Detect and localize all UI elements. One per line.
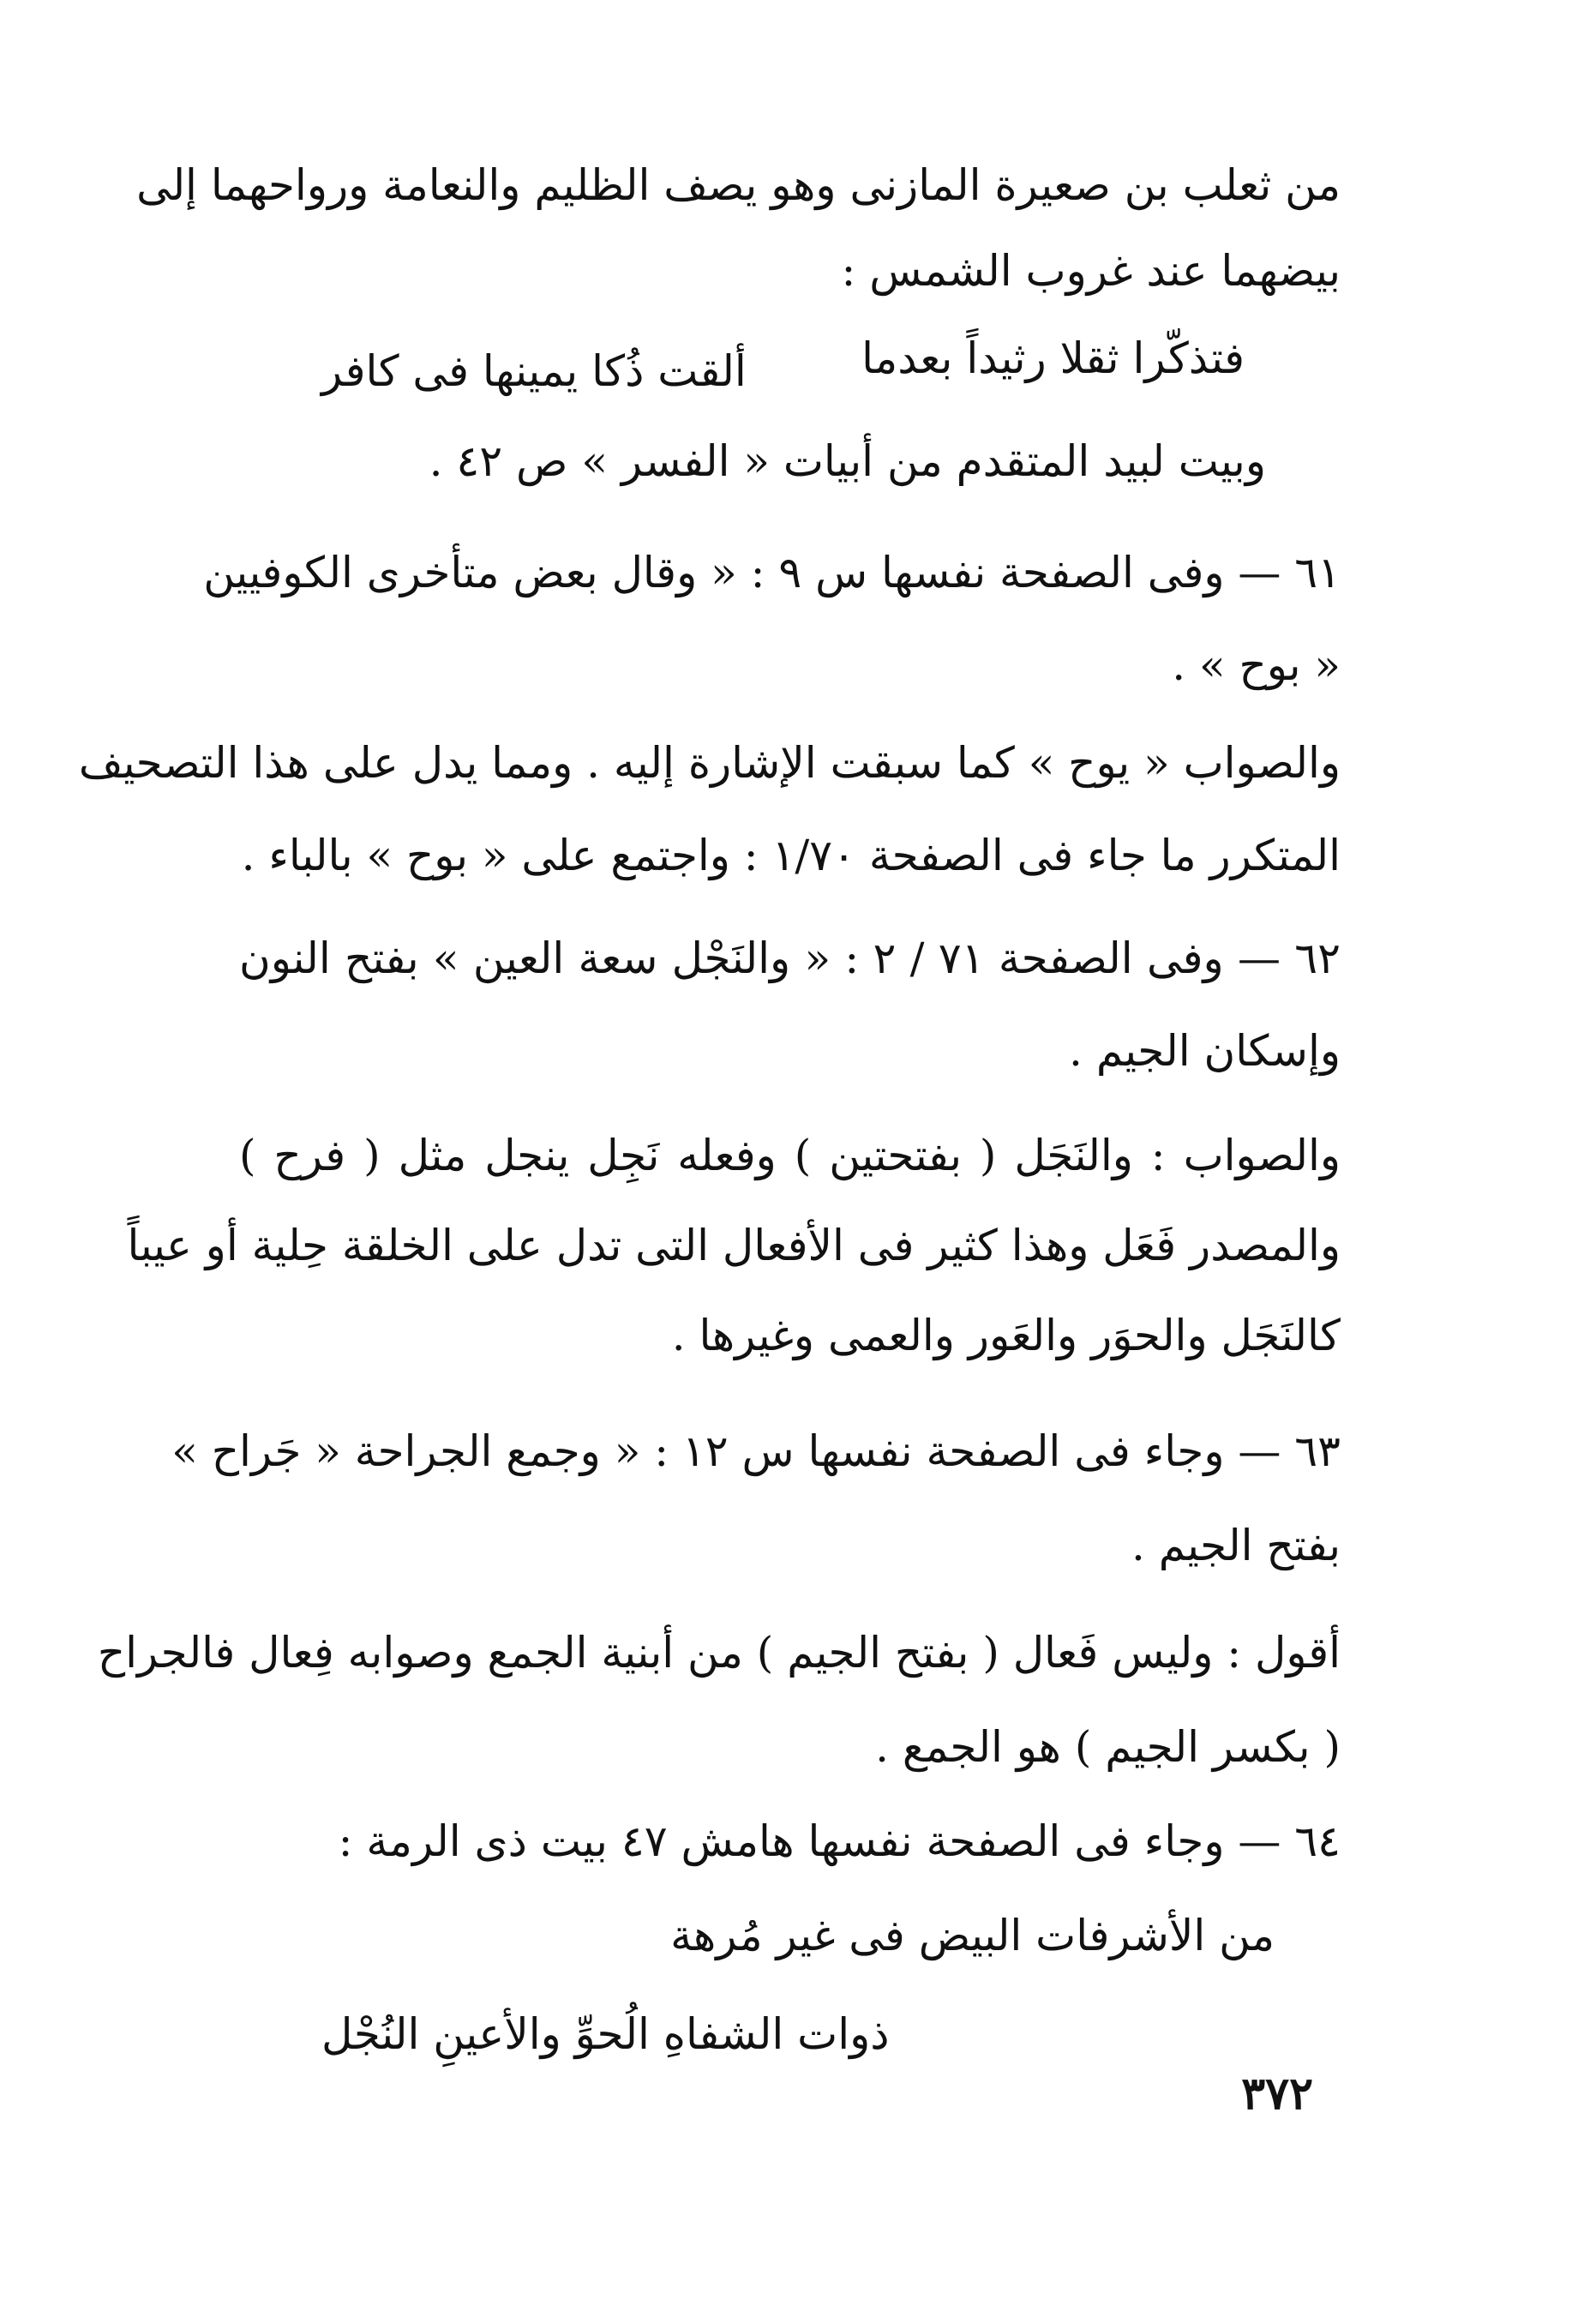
verse-line: ذوات الشفاهِ الُحوِّ والأعينِ النُجْل bbox=[321, 2009, 890, 2059]
text-line: من ثعلب بن صعيرة المازنى وهو يصف الظليم والنعامة ورواحهما إلى bbox=[136, 160, 1341, 210]
text-line: ( بكسر الجيم ) هو الجمع . bbox=[875, 1722, 1341, 1772]
text-line: بيضهما عند غروب الشمس : bbox=[841, 246, 1341, 296]
text-line: وبيت لبيد المتقدم من أبيات « الفسر » ص ٤٢ . bbox=[429, 436, 1266, 486]
text-line: ٦٤ — وجاء فى الصفحة نفسها هامش ٤٧ بيت ذى الرمة : bbox=[338, 1816, 1341, 1866]
text-line: المتكرر ما جاء فى الصفحة ١/٧٠ : واجتمع على « بوح » بالباء . bbox=[241, 831, 1341, 880]
text-line: والصواب « يوح » كما سبقت الإشارة إليه . ومما يدل على هذا التصحيف bbox=[78, 738, 1341, 788]
verse-line: من الأشرفات البيض فى غير مُرهة bbox=[670, 1911, 1275, 1960]
text-line: والمصدر فَعَل وهذا كثير فى الأفعال التى تدل على الخلقة حِلية أو عيباً bbox=[127, 1221, 1341, 1270]
text-line: أقول : وليس فَعال ( بفتح الجيم ) من أبنية الجمع وصوابه فِعال فالجراح bbox=[97, 1628, 1341, 1678]
text-line: « بوح » . bbox=[1172, 640, 1341, 690]
verse-hemistich: فتذكّرا ثقلا رثيداً بعدما bbox=[861, 333, 1245, 383]
verse-hemistich: ألقت ذُكا يمينها فى كافر bbox=[321, 346, 747, 396]
text-line: وإسكان الجيم . bbox=[1069, 1026, 1341, 1076]
text-line: ٦٣ — وجاء فى الصفحة نفسها س ١٢ : « وجمع الجراحة « جَراح » bbox=[171, 1426, 1341, 1476]
text-line: كالنَجَل والحوَر والعَور والعمى وغيرها . bbox=[671, 1311, 1341, 1360]
text-line: والصواب : والنَجَل ( بفتحتين ) وفعله نَجِل ينجل مثل ( فرح ) bbox=[239, 1131, 1341, 1180]
text-line: بفتح الجيم . bbox=[1131, 1521, 1341, 1570]
text-line: ٦١ — وفى الصفحة نفسها س ٩ : « وقال بعض متأخرى الكوفيين bbox=[203, 548, 1341, 597]
page-number: ٣٧٢ bbox=[1241, 2068, 1313, 2120]
text-line: ٦٢ — وفى الصفحة ٧١ / ٢ : « والنَجْل سعة العين » بفتح النون bbox=[239, 933, 1341, 983]
